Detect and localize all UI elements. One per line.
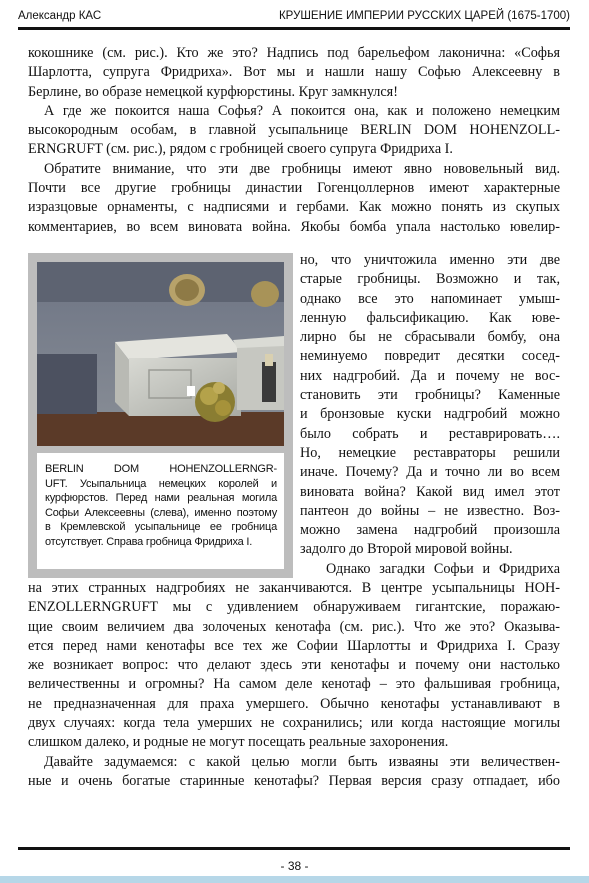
text-line: высокородным особам, в главной усыпальнице BERLIN DOM HOHENZOLL- bbox=[28, 122, 560, 139]
text-line: них надгробий. Да и почему не вос- bbox=[300, 367, 560, 384]
text-line: ENZOLLERNGRUFT мы с удивлением обнаруживаем гигантские, поражаю- bbox=[28, 599, 560, 616]
header-author: Александр КАС bbox=[18, 10, 102, 22]
text-line: и бронзовые куски надгробий можно bbox=[300, 406, 560, 423]
text-line: не предназначенная для праха умершего. Обычно кенотафы устанавливают в bbox=[28, 695, 560, 712]
text-line: Почти все другие гробницы династии Гогенцоллернов имеют характерные bbox=[28, 180, 560, 197]
text-line: неминуемо повредит десятки сосед- bbox=[300, 348, 560, 365]
header-rule bbox=[18, 27, 570, 30]
text-line: Обратите внимание, что эти две гробницы имеют явно нововельный вид. bbox=[44, 160, 560, 177]
text-line: ленную фальсификацию. Как юве- bbox=[300, 309, 560, 326]
text-line: старые гробницы. Возможно и так, bbox=[300, 271, 560, 288]
caption-line: в Кремлевской усыпальнице ее гробница bbox=[45, 521, 277, 534]
text-line: лирно бы не сбрасывали бомбу, она bbox=[300, 329, 560, 346]
body-text-bottom bbox=[28, 579, 560, 791]
text-line: Но, немецкие реставраторы решили bbox=[300, 444, 560, 461]
text-line: на этих странных надгробиях не заканчиваются. В центре усыпальницы HOH- bbox=[28, 580, 560, 596]
text-line: можно замена надгробий произошла bbox=[300, 522, 560, 539]
text-line: комментариев, во всем виновата война. Якобы бомба упала настолько ювелир- bbox=[28, 218, 560, 235]
text-line: было собрать и реставрировать…. bbox=[300, 425, 560, 442]
header-book-title: КРУШЕНИЕ ИМПЕРИИ РУССКИХ ЦАРЕЙ (1675-1700) bbox=[278, 10, 570, 22]
text-line: ERNGRUFT (см. рис.), рядом с гробницей своего супруга Фридриха I. bbox=[28, 141, 453, 158]
caption-line: UFT. Усыпальница немецких королей и bbox=[45, 477, 277, 490]
text-line: Берлине, во образе немецкой курфюрстины. Круг замкнулся! bbox=[28, 83, 398, 100]
text-line: слишком далеко, и родные не могут посещать реальные захоронения. bbox=[28, 734, 449, 751]
footer-rule bbox=[18, 847, 570, 850]
text-line: щие своим величием два золоченых кенотафа (см. рис.). Что же это? Оказыва- bbox=[28, 618, 560, 635]
text-line: виновата война? Какой вид имел этот bbox=[300, 483, 560, 500]
page-header bbox=[18, 8, 570, 26]
figure-frame bbox=[28, 253, 293, 578]
body-text-wrapped bbox=[300, 251, 560, 579]
text-line: пантеон до войны – не известно. Воз- bbox=[300, 502, 560, 519]
figure-caption bbox=[45, 462, 277, 550]
bottom-color-bar bbox=[0, 876, 589, 883]
text-line: иначе. Почему? Да и точно ли во всем bbox=[300, 464, 560, 481]
caption-line: Софьи Алексеевны (слева), именно поэтому bbox=[45, 506, 277, 519]
text-line: но, что уничтожила именно эти две bbox=[300, 252, 560, 268]
text-line: двух случаях: когда тела умерших не сохранились; или когда настоящие могилы bbox=[28, 715, 560, 732]
tomb-photo bbox=[37, 262, 284, 446]
text-line: однако все это напоминает умыш- bbox=[300, 290, 560, 307]
caption-line: отсутствует. Справа гробница Фридриха I. bbox=[45, 535, 253, 548]
text-line: становить эти гробницы? Каменные bbox=[300, 387, 560, 404]
text-line: Однако загадки Софьи и Фридриха bbox=[326, 560, 560, 577]
caption-line: BERLIN DOM HOHENZOLLERNGR- bbox=[45, 463, 277, 475]
text-line: кокошнике (см. рис.). Кто же это? Надпись под барельефом лаконична: «Софья bbox=[28, 45, 560, 61]
text-line: Давайте задумаемся: с какой целью могли быть изваяны эти величествен- bbox=[44, 753, 560, 770]
text-line: ется перед нами кенотафы все тех же Софии Шарлотты и Фридриха I. Сразу bbox=[28, 637, 560, 654]
text-line: Шарлотта, супруга Фридриха». Вот мы и нашли нашу Софью Алексеевну в bbox=[28, 64, 560, 81]
text-line: же возникает вопрос: что делают здесь эти кенотафы и почему они настолько bbox=[28, 657, 560, 674]
text-line: А где же покоится наша Софья? А покоится она, как и положено немецким bbox=[44, 102, 560, 119]
caption-panel bbox=[37, 453, 284, 569]
text-line: изразцовые орнаменты, с надписями и гербами. Как можно понять из скупых bbox=[28, 199, 560, 216]
text-line: величественны и огромны? На самом деле кенотаф – это фальшивая гробница, bbox=[28, 676, 560, 693]
caption-line: курфюрстов. Перед нами реальная могила bbox=[45, 492, 277, 505]
page-number: - 38 - bbox=[280, 859, 309, 873]
text-line: задолго до Второй мировой войны. bbox=[300, 541, 513, 558]
text-line: ные и очень богатые старинные кенотафы? Первая версия сразу отпадает, ибо bbox=[28, 772, 560, 789]
body-text-top bbox=[28, 44, 560, 237]
